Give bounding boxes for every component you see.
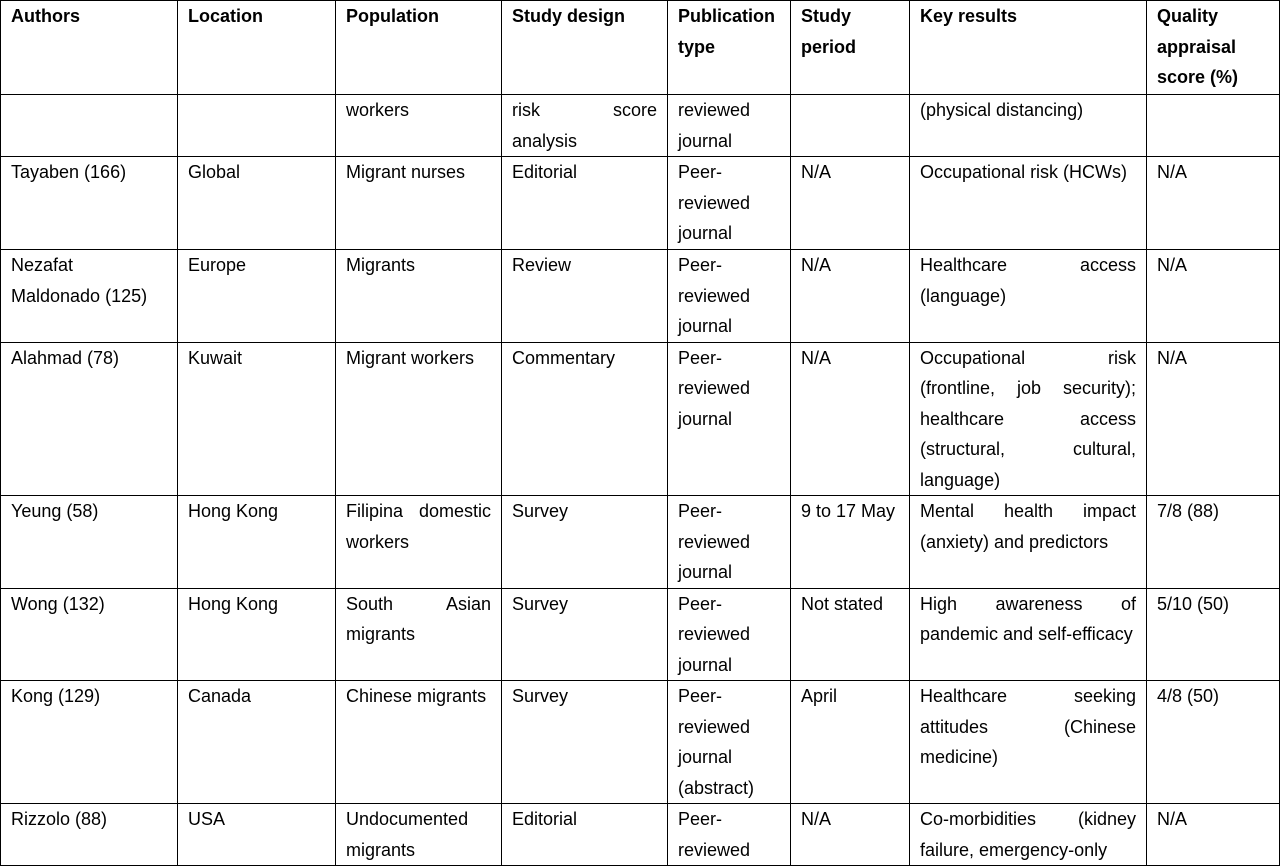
cell-quality-score: 7/8 (88)	[1147, 496, 1280, 589]
cell-quality-score: N/A	[1147, 157, 1280, 250]
table-row	[1, 342, 1280, 496]
cell-population: Migrant nurses	[336, 157, 502, 250]
cell-location: Kuwait	[178, 342, 336, 496]
table-row	[1, 496, 1280, 589]
cell-key-results: Occupational risk (HCWs)	[910, 157, 1147, 250]
cell-authors: Rizzolo (88)	[1, 804, 178, 866]
table-row	[1, 588, 1280, 681]
cell-publication-type: Peer-reviewed journal	[668, 157, 791, 250]
cell-key-results: Occupational risk (frontline, job security); healthcare access (structural, cultural, language)	[910, 342, 1147, 496]
cell-study-design: risk score analysis	[502, 95, 668, 157]
cell-population: workers	[336, 95, 502, 157]
table-row	[1, 157, 1280, 250]
cell-study-design: Editorial	[502, 804, 668, 866]
cell-study-period: N/A	[791, 342, 910, 496]
cell-study-period	[791, 95, 910, 157]
cell-publication-type: Peer-reviewed journal	[668, 496, 791, 589]
cell-quality-score: N/A	[1147, 342, 1280, 496]
header-publication-type: Publication type	[668, 1, 791, 95]
cell-authors: Alahmad (78)	[1, 342, 178, 496]
header-study-period: Study period	[791, 1, 910, 95]
cell-study-period: April	[791, 681, 910, 804]
cell-key-results: Co-morbidities (kidney failure, emergency-only	[910, 804, 1147, 866]
cell-location: Canada	[178, 681, 336, 804]
table-row	[1, 95, 1280, 157]
cell-population: Migrant workers	[336, 342, 502, 496]
cell-publication-type: Peer-reviewed journal	[668, 250, 791, 343]
cell-study-period: N/A	[791, 157, 910, 250]
header-quality-score: Quality appraisal score (%)	[1147, 1, 1280, 95]
cell-study-design: Survey	[502, 588, 668, 681]
table-row	[1, 250, 1280, 343]
cell-authors	[1, 95, 178, 157]
cell-quality-score: N/A	[1147, 250, 1280, 343]
cell-key-results: Healthcare seeking attitudes (Chinese medicine)	[910, 681, 1147, 804]
cell-authors: Yeung (58)	[1, 496, 178, 589]
cell-study-period: 9 to 17 May	[791, 496, 910, 589]
cell-study-period: N/A	[791, 804, 910, 866]
cell-population: Undocumented migrants	[336, 804, 502, 866]
cell-publication-type: reviewed journal	[668, 95, 791, 157]
cell-publication-type: Peer-reviewed journal	[668, 342, 791, 496]
cell-publication-type: Peer-reviewed journal	[668, 588, 791, 681]
cell-key-results: High awareness of pandemic and self-efficacy	[910, 588, 1147, 681]
cell-authors: Kong (129)	[1, 681, 178, 804]
header-authors: Authors	[1, 1, 178, 95]
cell-key-results: (physical distancing)	[910, 95, 1147, 157]
table-row	[1, 804, 1280, 866]
cell-authors: Wong (132)	[1, 588, 178, 681]
cell-key-results: Mental health impact (anxiety) and predictors	[910, 496, 1147, 589]
cell-quality-score: N/A	[1147, 804, 1280, 866]
cell-authors: Nezafat Maldonado (125)	[1, 250, 178, 343]
cell-population: South Asian migrants	[336, 588, 502, 681]
cell-study-design: Survey	[502, 496, 668, 589]
header-population: Population	[336, 1, 502, 95]
cell-quality-score	[1147, 95, 1280, 157]
cell-quality-score: 4/8 (50)	[1147, 681, 1280, 804]
cell-location: Europe	[178, 250, 336, 343]
header-key-results: Key results	[910, 1, 1147, 95]
cell-authors: Tayaben (166)	[1, 157, 178, 250]
cell-location: Global	[178, 157, 336, 250]
cell-location: Hong Kong	[178, 588, 336, 681]
table-row	[1, 681, 1280, 804]
cell-population: Filipina domestic workers	[336, 496, 502, 589]
cell-population: Migrants	[336, 250, 502, 343]
cell-study-period: N/A	[791, 250, 910, 343]
cell-study-design: Survey	[502, 681, 668, 804]
cell-study-design: Editorial	[502, 157, 668, 250]
header-location: Location	[178, 1, 336, 95]
cell-study-design: Review	[502, 250, 668, 343]
cell-population: Chinese migrants	[336, 681, 502, 804]
cell-location: Hong Kong	[178, 496, 336, 589]
cell-key-results: Healthcare access (language)	[910, 250, 1147, 343]
header-study-design: Study design	[502, 1, 668, 95]
cell-quality-score: 5/10 (50)	[1147, 588, 1280, 681]
cell-publication-type: Peer-reviewed	[668, 804, 791, 866]
cell-location	[178, 95, 336, 157]
cell-study-period: Not stated	[791, 588, 910, 681]
header-row	[1, 1, 1280, 95]
cell-study-design: Commentary	[502, 342, 668, 496]
cell-location: USA	[178, 804, 336, 866]
cell-publication-type: Peer-reviewed journal (abstract)	[668, 681, 791, 804]
